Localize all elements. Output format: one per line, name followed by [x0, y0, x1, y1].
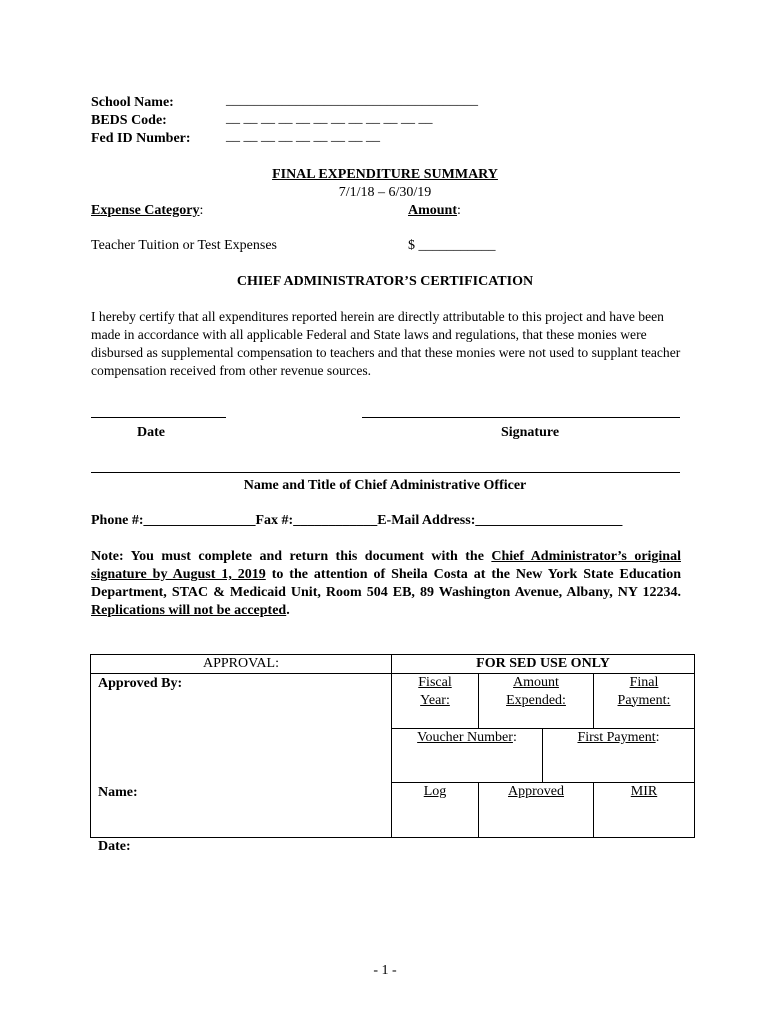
first-payment-colon: :	[655, 730, 660, 745]
log-label: Log	[423, 784, 447, 799]
page-number: - 1 -	[373, 963, 397, 978]
mir-label: MIR	[630, 784, 658, 799]
final-payment-label-1: Final	[629, 675, 659, 690]
voucher-number-label: Voucher Number	[417, 730, 513, 745]
approved-by-label: Approved By:	[98, 676, 183, 691]
amount-label: Amount	[408, 203, 458, 218]
voucher-number-colon: :	[512, 730, 517, 745]
approval-header: APPROVAL:	[91, 655, 392, 674]
amount-heading	[408, 202, 461, 220]
signature-label: Signature	[500, 425, 560, 440]
school-name-label: School Name:	[91, 95, 174, 110]
approved-cell[interactable]	[479, 783, 594, 838]
approved-label: Approved	[508, 784, 564, 799]
certification-body: I hereby certify that all expenditures reported herein are directly attributable to this project and have been made in accordance with all applicable Federal and State laws and regulations, that these monies were disbursed as supplemental compensation to teachers and that these monies were not used to supplant teacher compensation received from other revenue sources.	[91, 309, 681, 378]
first-payment-cell[interactable]	[543, 729, 695, 783]
amount-expended-label-2: Expended:	[506, 692, 566, 708]
date-label-approval: Date:	[98, 839, 131, 854]
amount-expended-cell[interactable]	[479, 674, 594, 729]
fiscal-year-cell[interactable]	[392, 674, 479, 729]
note-replications-warning: Replications will not be accepted	[91, 603, 287, 618]
first-payment-label: First Payment	[577, 730, 656, 745]
expense-category-heading	[91, 202, 203, 220]
name-label: Name:	[98, 785, 138, 800]
school-name-field[interactable]: ____________________________________	[226, 93, 478, 108]
note-end: .	[286, 603, 290, 618]
fiscal-year-label-1: Fiscal	[418, 675, 452, 690]
note-lead: Note: You must complete and return this document with the	[91, 549, 492, 564]
expense-category-colon: :	[199, 203, 204, 218]
note-signature-deadline: Chief Administrator’s original signature by August 1, 2019	[91, 549, 681, 582]
date-label: Date	[137, 425, 165, 440]
note-address: to the attention of Sheila Costa at the New York State Education Department, STAC & Medicaid Unit, Room 504 EB, 89 Washington Avenue, Albany, NY 12234.	[91, 567, 681, 600]
expense-category-label: Expense Category	[91, 203, 200, 218]
beds-code-field[interactable]: __ __ __ __ __ __ __ __ __ __ __ __	[226, 111, 433, 126]
amount-colon: :	[457, 203, 461, 218]
final-payment-label-2: Payment:	[617, 692, 671, 708]
expense-amount-field[interactable]: $ ___________	[408, 238, 496, 253]
sed-use-header: FOR SED USE ONLY	[392, 655, 695, 674]
name-title-label: Name and Title of Chief Administrative Officer	[243, 478, 527, 493]
certification-title: CHIEF ADMINISTRATOR’S CERTIFICATION	[236, 274, 534, 289]
log-cell[interactable]	[392, 783, 479, 838]
date-signature-line[interactable]	[91, 417, 226, 418]
amount-expended-label-1: Amount	[513, 675, 559, 690]
fed-id-label: Fed ID Number:	[91, 131, 191, 146]
signature-line[interactable]	[362, 417, 680, 418]
contact-line[interactable]: Phone #:________________Fax #:____________E-Mail Address:_____________________	[91, 513, 623, 528]
beds-code-label: BEDS Code:	[91, 113, 167, 128]
name-title-line[interactable]	[91, 472, 680, 473]
mir-cell[interactable]	[594, 783, 695, 838]
summary-title: FINAL EXPENDITURE SUMMARY	[272, 167, 498, 182]
voucher-number-cell[interactable]	[392, 729, 543, 783]
approval-signoff-cell	[91, 674, 392, 854]
expense-item: Teacher Tuition or Test Expenses	[91, 238, 277, 253]
final-payment-cell[interactable]	[594, 674, 695, 729]
submission-note	[91, 548, 681, 620]
approval-table	[90, 654, 695, 854]
fed-id-field[interactable]: __ __ __ __ __ __ __ __ __	[226, 129, 380, 144]
summary-date-range: 7/1/18 – 6/30/19	[338, 185, 432, 200]
fiscal-year-label-2: Year:	[420, 692, 450, 708]
